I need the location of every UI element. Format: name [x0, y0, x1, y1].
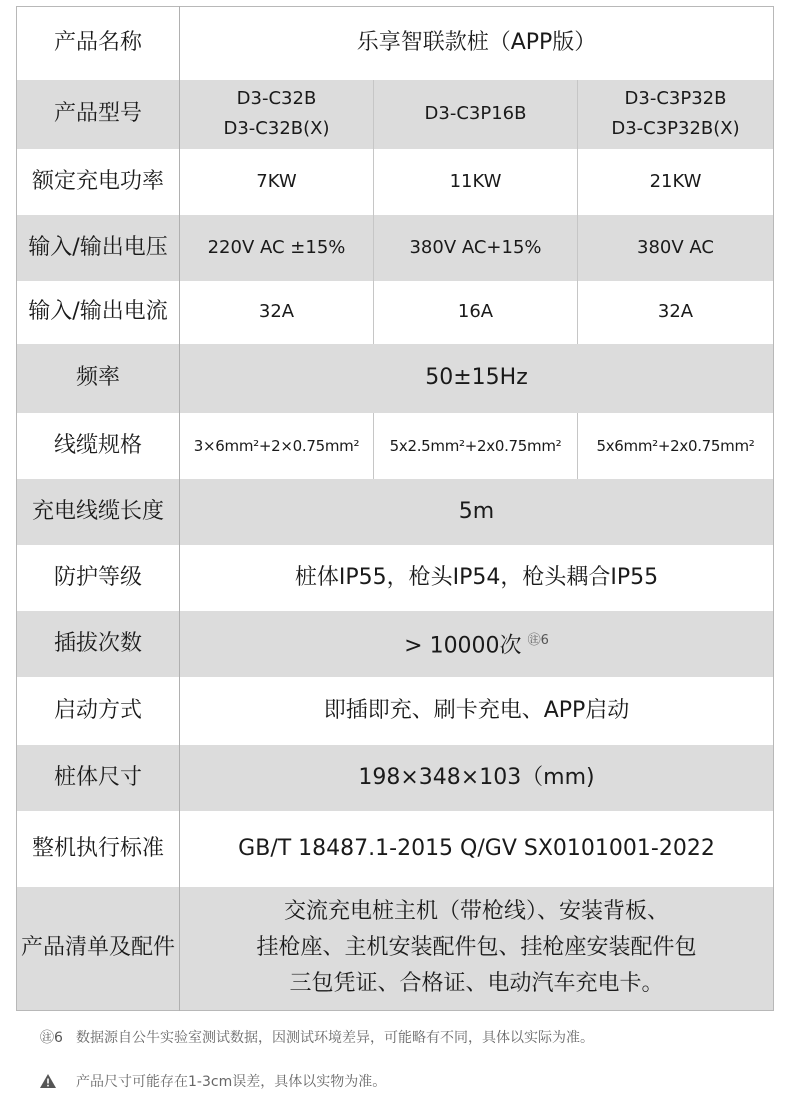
value-cable-length: 5m: [180, 479, 774, 545]
model-3-line-1: D3-C3P32B: [624, 88, 727, 109]
value-standard: GB/T 18487.1-2015 Q/GV SX0101001-2022: [180, 811, 774, 887]
label-package-list: 产品清单及配件: [17, 887, 180, 1011]
row-power: [17, 149, 774, 215]
value-voltage-2: 380V AC+15%: [374, 215, 578, 281]
value-cable-spec-1: 3×6mm²+2×0.75mm²: [180, 413, 374, 479]
footnotes: [40, 1025, 594, 1113]
label-product-name: 产品名称: [17, 7, 180, 80]
row-model: [17, 80, 774, 149]
row-current: [17, 281, 774, 344]
model-3-line-2: D3-C3P32B(X): [611, 118, 740, 139]
value-frequency: 50±15Hz: [180, 344, 774, 413]
value-model-1: [180, 80, 374, 149]
label-start-method: 启动方式: [17, 677, 180, 745]
spec-table: [16, 6, 774, 1011]
value-current-2: 16A: [374, 281, 578, 344]
row-dimensions: [17, 745, 774, 811]
warning-icon: [40, 1074, 76, 1088]
row-product-name: [17, 7, 774, 80]
footnote-size-tolerance: [44, 1069, 594, 1093]
value-plug-cycles-cell: [180, 611, 774, 677]
value-protection: 桩体IP55，枪头IP54，枪头耦合IP55: [180, 545, 774, 611]
row-standard: [17, 811, 774, 887]
label-current: 输入/输出电流: [17, 281, 180, 344]
label-plug-cycles: 插拔次数: [17, 611, 180, 677]
value-model-2: D3-C3P16B: [374, 80, 578, 149]
row-start-method: [17, 677, 774, 745]
label-dimensions: 桩体尺寸: [17, 745, 180, 811]
value-power-2: 11KW: [374, 149, 578, 215]
package-line-2: 挂枪座、主机安装配件包、挂枪座安装配件包: [256, 935, 697, 961]
value-cable-spec-3: 5x6mm²+2x0.75mm²: [578, 413, 774, 479]
value-plug-cycles: > 10000次: [404, 633, 522, 659]
footnote-text-1: 数据源自公牛实验室测试数据，因测试环境差异，可能略有不同，具体以实际为准。: [76, 1030, 594, 1046]
value-power-1: 7KW: [180, 149, 374, 215]
footnote-mark: ㊟6: [40, 1030, 63, 1046]
label-cable-spec: 线缆规格: [17, 413, 180, 479]
row-frequency: [17, 344, 774, 413]
footnote-text-2: 产品尺寸可能存在1-3cm误差，具体以实物为准。: [76, 1074, 387, 1090]
package-line-3: 三包凭证、合格证、电动汽车充电卡。: [289, 971, 664, 997]
footnote-test-data: [40, 1025, 594, 1049]
model-1-line-1: D3-C32B: [236, 88, 317, 109]
value-current-3: 32A: [578, 281, 774, 344]
value-cable-spec-2: 5x2.5mm²+2x0.75mm²: [374, 413, 578, 479]
row-cable-length: [17, 479, 774, 545]
label-frequency: 频率: [17, 344, 180, 413]
row-cable-spec: [17, 413, 774, 479]
value-voltage-1: 220V AC ±15%: [180, 215, 374, 281]
value-power-3: 21KW: [578, 149, 774, 215]
label-power: 额定充电功率: [17, 149, 180, 215]
label-protection: 防护等级: [17, 545, 180, 611]
row-plug-cycles: [17, 611, 774, 677]
row-voltage: [17, 215, 774, 281]
label-model: 产品型号: [17, 80, 180, 149]
row-protection: [17, 545, 774, 611]
label-cable-length: 充电线缆长度: [17, 479, 180, 545]
value-dimensions: 198×348×103（mm): [180, 745, 774, 811]
model-1-line-2: D3-C32B(X): [223, 118, 330, 139]
value-current-1: 32A: [180, 281, 374, 344]
value-product-name: 乐享智联款桩（APP版）: [180, 7, 774, 80]
label-standard: 整机执行标准: [17, 811, 180, 887]
footnote-marker: ㊟6: [527, 632, 549, 648]
value-package-list: [180, 887, 774, 1011]
value-voltage-3: 380V AC: [578, 215, 774, 281]
value-start-method: 即插即充、刷卡充电、APP启动: [180, 677, 774, 745]
row-package-list: [17, 887, 774, 1011]
value-model-3: [578, 80, 774, 149]
label-voltage: 输入/输出电压: [17, 215, 180, 281]
package-line-1: 交流充电桩主机（带枪线）、安装背板、: [283, 899, 669, 925]
